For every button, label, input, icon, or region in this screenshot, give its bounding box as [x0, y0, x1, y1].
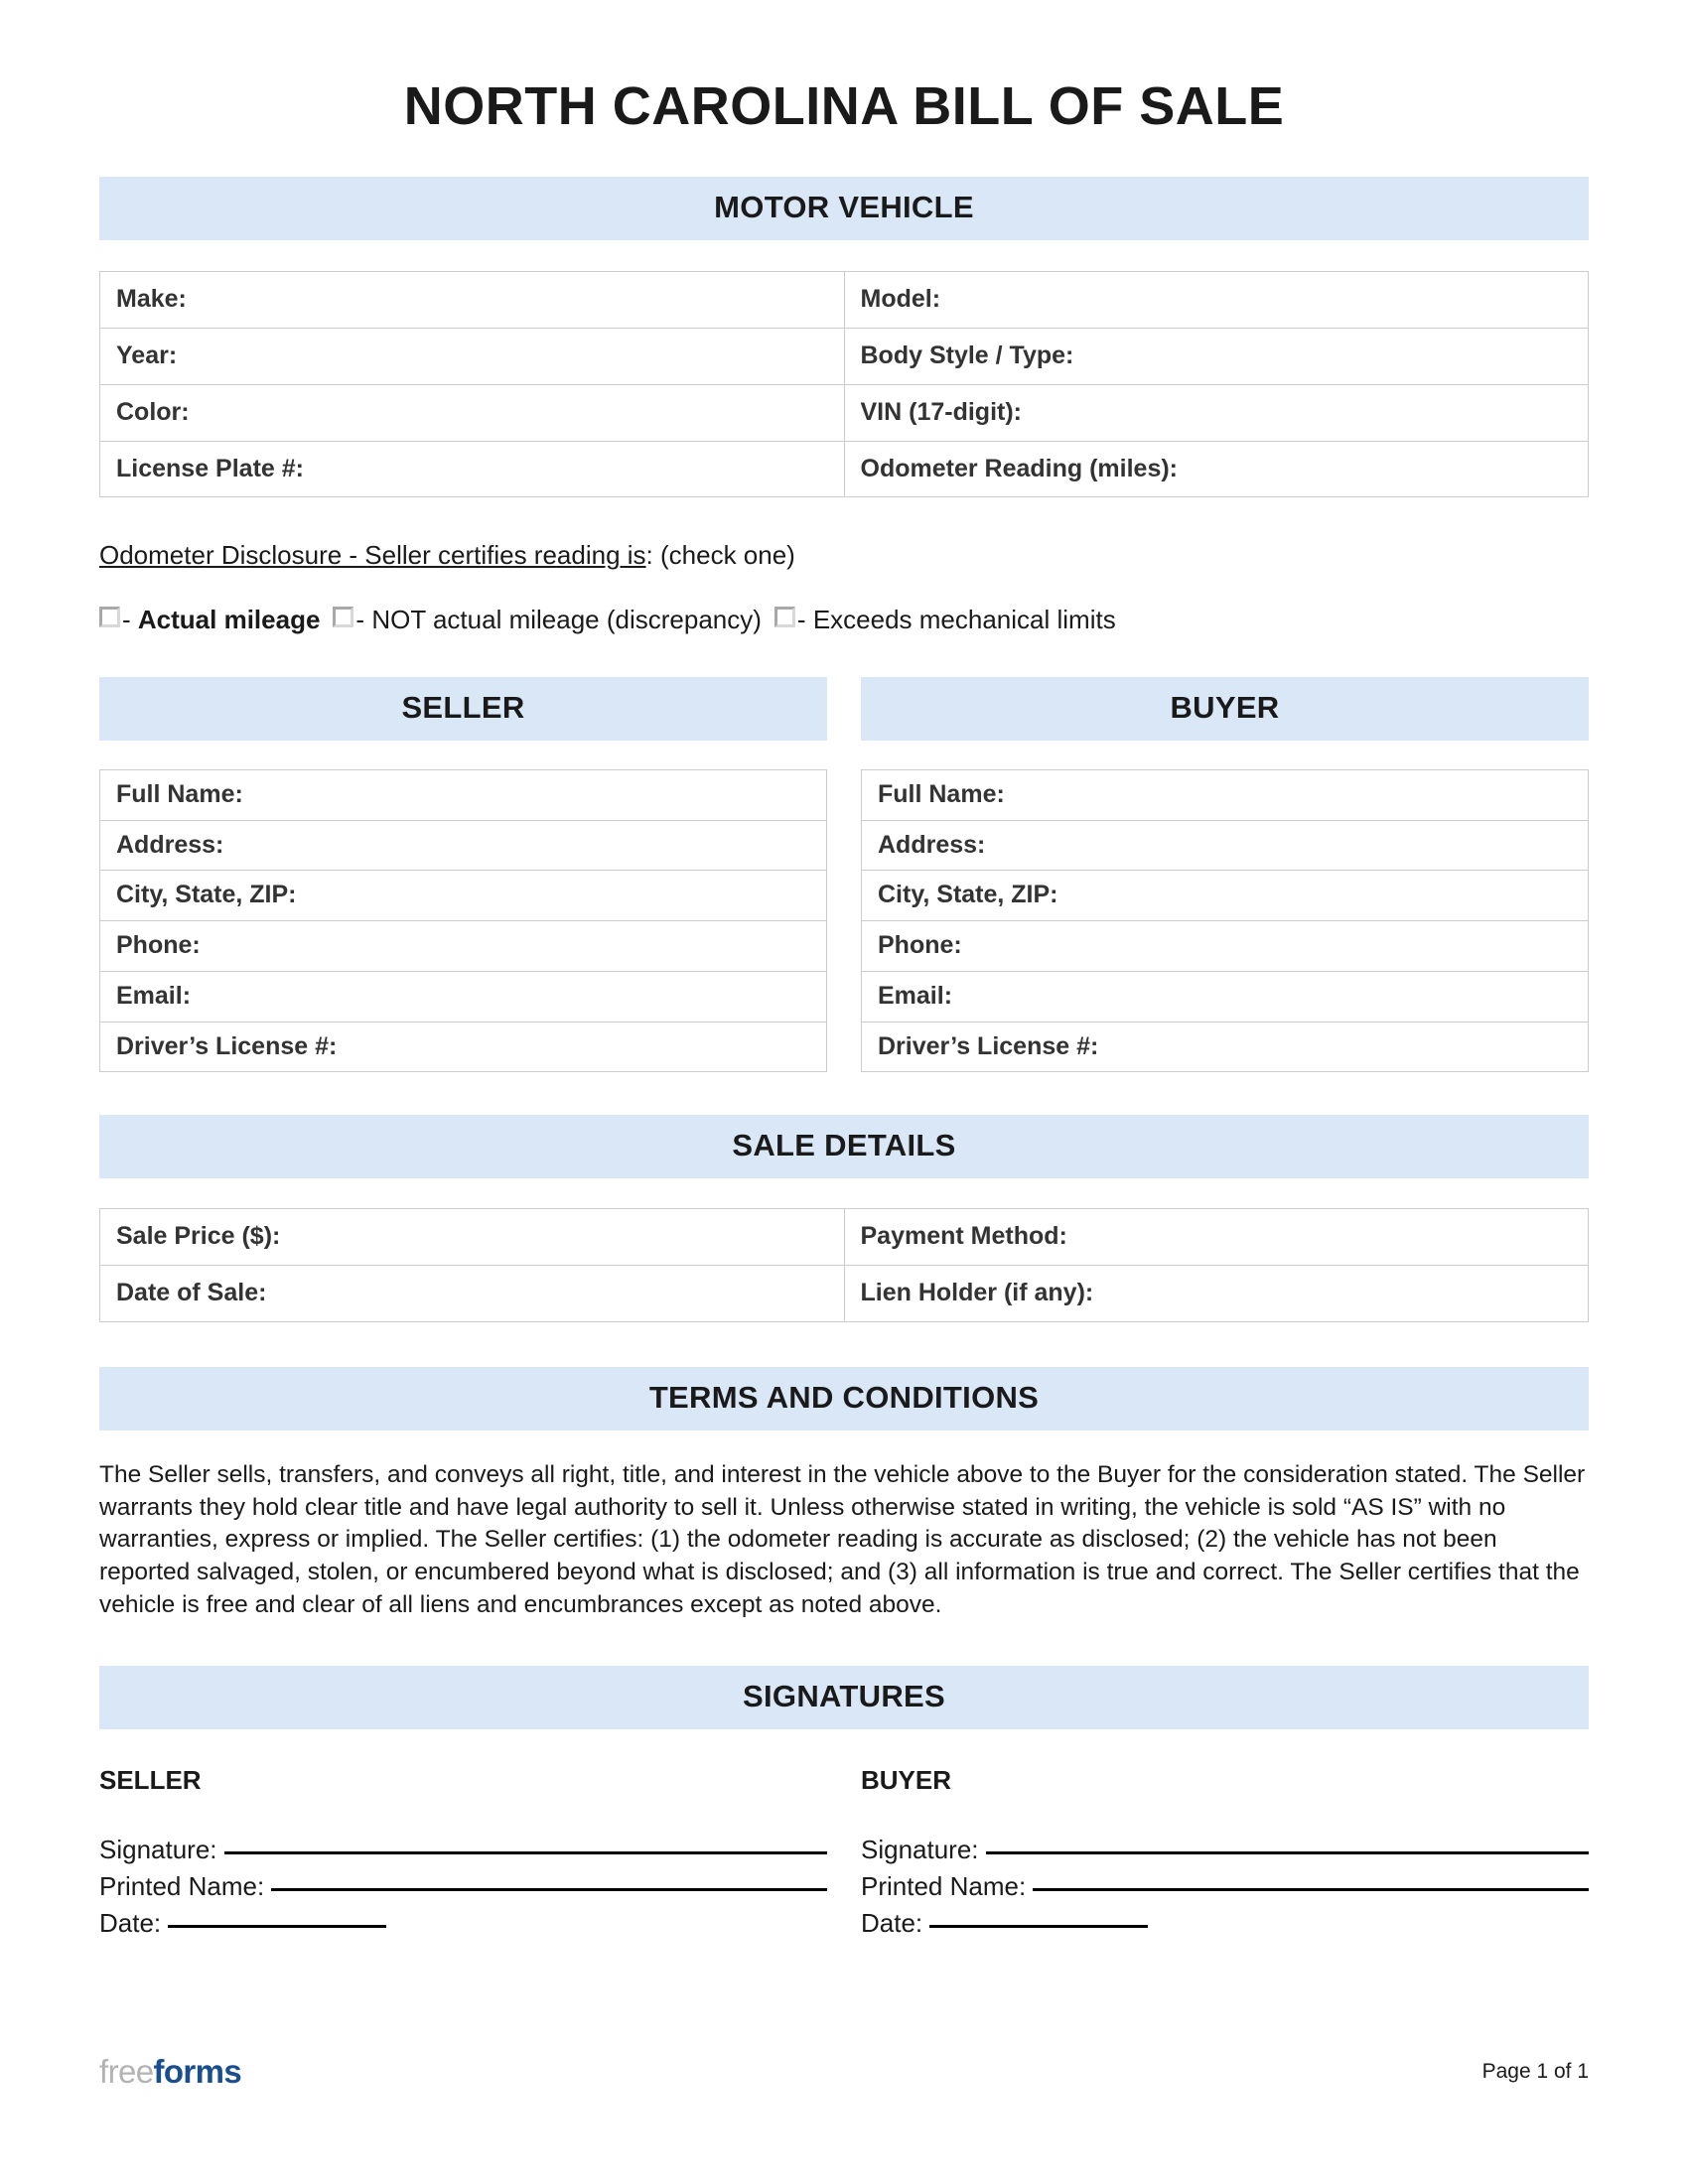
buyer-date-line [861, 1905, 1589, 1942]
page-footer [99, 2053, 1589, 2091]
field-label-lien-holder[interactable]: Lien Holder (if any): [844, 1266, 1589, 1322]
section-header-signatures: SIGNATURES [99, 1666, 1589, 1729]
freeforms-logo[interactable] [99, 2053, 241, 2091]
vehicle-table-body [100, 272, 1589, 497]
seller-signature-line [99, 1832, 827, 1868]
seller-table-body [100, 769, 827, 1072]
buyer-printed-name-line [861, 1868, 1589, 1905]
seller-date-input-rule[interactable] [168, 1925, 386, 1928]
table-row [862, 921, 1589, 972]
page-number: Page 1 of 1 [1481, 2060, 1589, 2083]
field-label-sale-price[interactable]: Sale Price ($): [100, 1209, 845, 1266]
table-row [862, 820, 1589, 871]
seller-field-phone[interactable]: Phone: [100, 921, 827, 972]
logo-text-free: free [99, 2053, 154, 2090]
seller-info-table [99, 769, 827, 1073]
logo-text-forms: forms [153, 2053, 242, 2090]
table-row [862, 971, 1589, 1022]
field-label-payment-method[interactable]: Payment Method: [844, 1209, 1589, 1266]
buyer-printed-name-label: Printed Name: [861, 1870, 1027, 1901]
table-row [100, 1022, 827, 1072]
table-row [100, 1266, 1589, 1322]
buyer-field-address[interactable]: Address: [862, 820, 1589, 871]
seller-date-label: Date: [99, 1907, 162, 1938]
seller-date-line [99, 1905, 827, 1942]
seller-field-drivers-license[interactable]: Driver’s License #: [100, 1022, 827, 1072]
field-label-model[interactable]: Model: [844, 272, 1589, 329]
buyer-printed-name-input-rule[interactable] [1033, 1888, 1589, 1891]
buyer-field-phone[interactable]: Phone: [862, 921, 1589, 972]
buyer-field-email[interactable]: Email: [862, 971, 1589, 1022]
seller-field-email[interactable]: Email: [100, 971, 827, 1022]
field-label-color[interactable]: Color: [100, 384, 845, 441]
table-row [100, 871, 827, 921]
seller-field-city-state-zip[interactable]: City, State, ZIP: [100, 871, 827, 921]
checkbox-not-actual-mileage[interactable] [333, 607, 353, 627]
odometer-option-label-not-actual-mileage[interactable]: NOT actual mileage (discrepancy) [371, 604, 762, 634]
section-header-sale-details: SALE DETAILS [99, 1115, 1589, 1178]
table-row [862, 1022, 1589, 1072]
field-label-odometer-reading[interactable]: Odometer Reading (miles): [844, 441, 1589, 497]
odometer-option-dash-2: - [355, 604, 365, 634]
table-row [100, 769, 827, 820]
field-label-date-of-sale[interactable]: Date of Sale: [100, 1266, 845, 1322]
odometer-disclosure-heading [99, 540, 1589, 571]
sale-details-table [99, 1208, 1589, 1322]
buyer-date-input-rule[interactable] [929, 1925, 1148, 1928]
table-row [100, 384, 1589, 441]
table-row [100, 329, 1589, 385]
seller-signature-label: Signature: [99, 1834, 217, 1864]
seller-printed-name-input-rule[interactable] [271, 1888, 827, 1891]
seller-printed-name-line [99, 1868, 827, 1905]
table-row [100, 272, 1589, 329]
seller-signature-role-label: SELLER [99, 1764, 202, 1795]
table-row [100, 1209, 1589, 1266]
buyer-field-drivers-license[interactable]: Driver’s License #: [862, 1022, 1589, 1072]
seller-field-full-name[interactable]: Full Name: [100, 769, 827, 820]
table-row [100, 971, 827, 1022]
parties-section [99, 677, 1589, 1073]
seller-field-address[interactable]: Address: [100, 820, 827, 871]
odometer-option-label-actual-mileage[interactable]: Actual mileage [137, 604, 321, 634]
section-header-seller: SELLER [99, 677, 827, 741]
field-label-body-style[interactable]: Body Style / Type: [844, 329, 1589, 385]
buyer-signature-block [861, 1765, 1589, 1942]
buyer-signature-label: Signature: [861, 1834, 979, 1864]
seller-printed-name-label: Printed Name: [99, 1870, 265, 1901]
vehicle-info-table [99, 271, 1589, 497]
table-row [862, 769, 1589, 820]
terms-and-conditions-text: The Seller sells, transfers, and conveys all right, title, and interest in the vehicle above to the Buyer for the consideration stated. The Seller warrants they hold clear title and have legal authority to sell it. Unless otherwise stated in writing, the vehicle is sold “AS IS” with no warranties, express or implied. The Seller certifies: (1) the odometer reading is accurate as disclosed; (2) the vehicle has not been reported salvaged, stolen, or encumbered beyond what is disclosed; and (3) all information is true and correct. The Seller certifies that the vehicle is free and clear of all liens and encumbrances except as noted above. [99, 1460, 1586, 1619]
buyer-column [861, 677, 1589, 1073]
seller-signature-block [99, 1765, 827, 1942]
odometer-disclosure-heading-underlined: Odometer Disclosure - Seller certifies reading is [99, 540, 646, 571]
odometer-disclosure-heading-tail: : (check one) [645, 540, 795, 571]
odometer-option-dash-3: - [796, 604, 806, 634]
checkbox-exceeds-mechanical-limits[interactable] [774, 607, 795, 627]
buyer-signature-role-label: BUYER [861, 1764, 952, 1795]
odometer-option-label-exceeds-mechanical-limits[interactable]: Exceeds mechanical limits [812, 604, 1116, 634]
sale-details-table-body [100, 1209, 1589, 1322]
field-label-year[interactable]: Year: [100, 329, 845, 385]
buyer-field-city-state-zip[interactable]: City, State, ZIP: [862, 871, 1589, 921]
field-label-make[interactable]: Make: [100, 272, 845, 329]
buyer-info-table [861, 769, 1589, 1073]
section-header-buyer: BUYER [861, 677, 1589, 741]
odometer-checkbox-row [99, 605, 1589, 635]
buyer-date-label: Date: [861, 1907, 923, 1938]
table-row [100, 820, 827, 871]
section-header-motor-vehicle: MOTOR VEHICLE [99, 177, 1589, 240]
odometer-option-dash-1: - [122, 604, 131, 634]
table-row [100, 921, 827, 972]
field-label-vin[interactable]: VIN (17-digit): [844, 384, 1589, 441]
buyer-field-full-name[interactable]: Full Name: [862, 769, 1589, 820]
section-header-terms-and-conditions: TERMS AND CONDITIONS [99, 1367, 1589, 1431]
table-row [100, 441, 1589, 497]
signatures-section [99, 1765, 1589, 1942]
buyer-signature-line [861, 1832, 1589, 1868]
buyer-table-body [862, 769, 1589, 1072]
checkbox-actual-mileage[interactable] [99, 607, 120, 627]
buyer-signature-input-rule[interactable] [986, 1851, 1589, 1854]
table-row [862, 871, 1589, 921]
seller-column [99, 677, 827, 1073]
page-title: NORTH CAROLINA BILL OF SALE [403, 76, 1285, 136]
seller-signature-input-rule[interactable] [224, 1851, 827, 1854]
field-label-license-plate[interactable]: License Plate #: [100, 441, 845, 497]
